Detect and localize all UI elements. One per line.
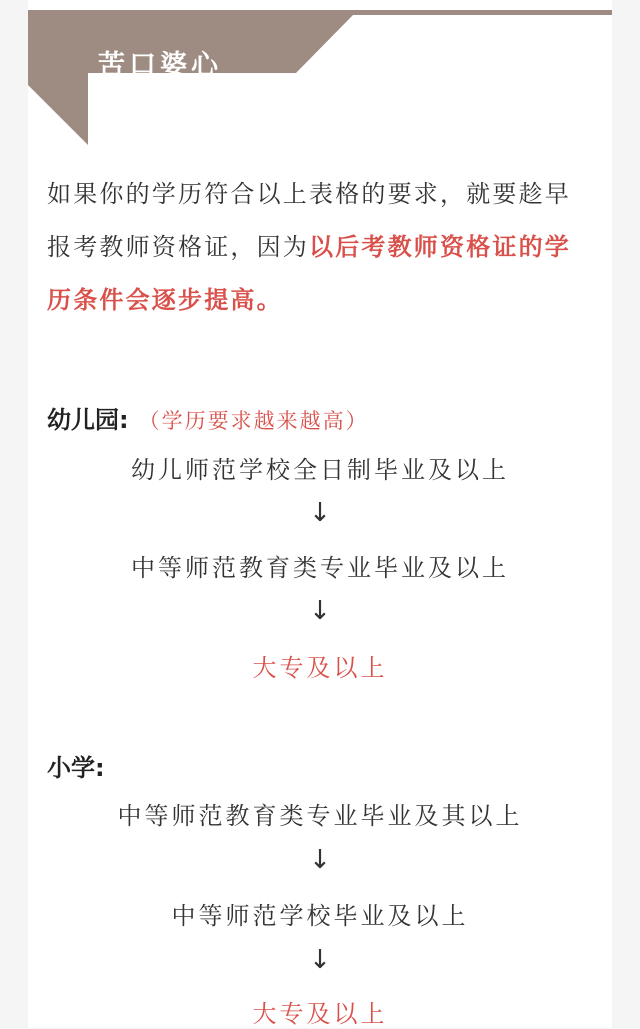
section-banner <box>28 15 358 145</box>
kindergarten-note: （学历要求越来越高） <box>138 409 369 433</box>
kindergarten-step-3: 大专及以上 <box>252 654 388 682</box>
kindergarten-label: 幼儿园: <box>47 406 129 434</box>
intro-paragraph <box>47 168 595 327</box>
kindergarten-step-1: 幼儿师范学校全日制毕业及以上 <box>131 456 509 484</box>
primary-heading <box>47 748 105 783</box>
down-arrow-icon: ↓ <box>309 845 331 875</box>
kindergarten-step-2: 中等师范教育类专业毕业及以上 <box>131 554 509 582</box>
kindergarten-heading <box>47 400 369 435</box>
intro-highlight: 以后考教师资格证的学历条件会逐步提高。 <box>47 233 571 314</box>
primary-step-2: 中等师范学校毕业及以上 <box>171 902 469 930</box>
primary-step-1: 中等师范教育类专业毕业及其以上 <box>117 802 523 830</box>
primary-label: 小学: <box>47 754 105 782</box>
banner-title: 苦口婆心 <box>98 50 222 81</box>
down-arrow-icon: ↓ <box>309 945 331 975</box>
intro-text: 如果你的学历符合以上表格的要求，就要趁早报考教师资格证，因为 <box>47 180 571 261</box>
down-arrow-icon: ↓ <box>309 498 331 528</box>
primary-step-3: 大专及以上 <box>252 1000 388 1028</box>
down-arrow-icon: ↓ <box>309 596 331 626</box>
